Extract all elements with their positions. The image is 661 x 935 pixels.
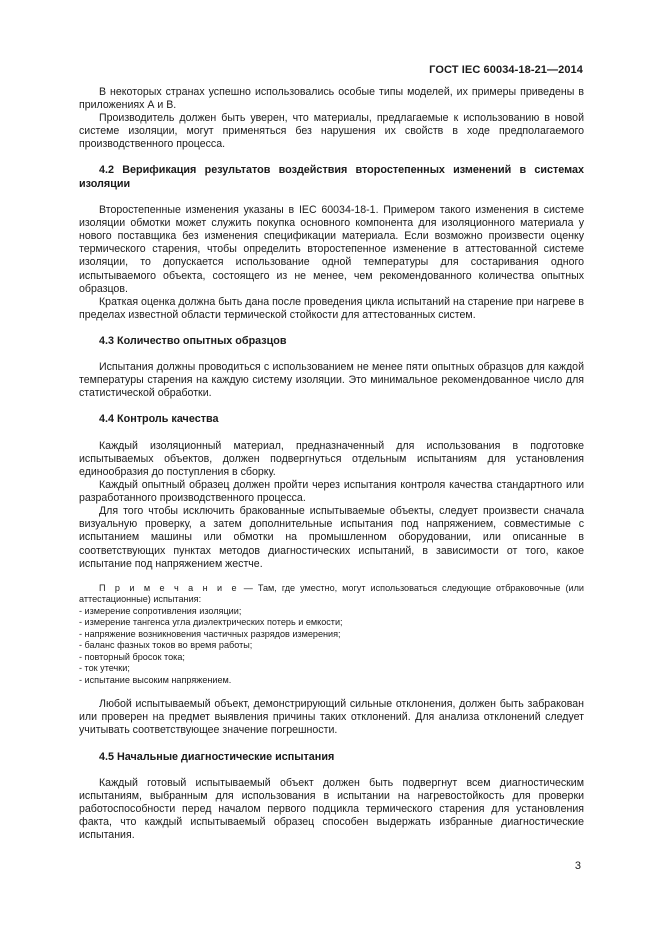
section-4-4-paragraph-2: Каждый опытный образец должен пройти через испытания контроля качества стандартного или разработанного производственного процесса. xyxy=(79,479,584,505)
section-4-5-paragraph-1: Каждый готовый испытываемый объект должен быть подвергнут всем диагностическим испытаниям, выбранным для использования в испытании на нагревостойкость для проверки работоспособности перед началом первого подцикла термического старения для установления факта, что каждый испытываемый образец способен выдержать избранные диагностические испытания. xyxy=(79,776,584,842)
page-number: 3 xyxy=(574,860,581,872)
section-4-4-paragraph-3: Для того чтобы исключить бракованные испытываемые объекты, следует произвести сначала визуальную проверку, а затем дополнительные испытания под напряжением, совместимые с испытанием машины или обмотки на промышленном оборудовании, или описанные в соответствующих пунктах методов диагностических испытаний, в зависимости от того, какое испытание под напряжением жестче. xyxy=(79,505,584,570)
note-list-item: - напряжение возникновения частичных разрядов измерения; xyxy=(79,628,341,639)
note-block xyxy=(79,583,584,687)
note-list xyxy=(79,606,584,687)
note-intro xyxy=(79,583,584,606)
note-list-item: - испытание высоким напряжением. xyxy=(79,674,232,685)
section-4-2-heading: 4.2 Верификация результатов воздействия второстепенных изменений в системах изоляции xyxy=(79,164,584,190)
intro-paragraph-2: Производитель должен быть уверен, что материалы, предлагаемые к использованию в новой системе изоляции, могут применяться без нарушения их свойств в ходе предполагаемого производственного процесса. xyxy=(79,112,584,151)
note-text: — Там, где уместно, могут использоваться следующие отбраковочные (или аттестационные) испытания: xyxy=(79,582,584,605)
note-list-item: - ток утечки; xyxy=(79,663,130,674)
note-list-item: - измерение сопротивления изоляции; xyxy=(79,605,242,616)
section-4-3-heading: 4.3 Количество опытных образцов xyxy=(99,334,287,347)
note-list-item: - повторный бросок тока; xyxy=(79,651,185,662)
section-4-4-paragraph-1: Каждый изоляционный материал, предназначенный для использования в подготовке испытываемых объектов, должен подвергнуться отдельным испытаниям для установления единообразия до поступления в сборку. xyxy=(79,439,584,478)
section-4-2-paragraph-1: Второстепенные изменения указаны в IEC 60034-18-1. Примером такого изменения в системе изоляции обмотки может служить покупка основного компонента для изоляционного материала у нового поставщика без изменения спецификации материала. Если возможно произвести оценку термического старения, чтобы определить второстепенное изменение в аттестованной системе изоляции, то допускается использование одной температуры для состаривания одного испытываемого объекта, состоящего из не менее, чем рекомендованного количества опытных образцов. xyxy=(79,204,584,295)
document-body xyxy=(79,86,584,842)
note-list-item: - баланс фазных токов во время работы; xyxy=(79,640,253,651)
section-4-3-paragraph-1: Испытания должны проводиться с использованием не менее пяти опытных образцов для каждой температуры старения на каждую систему изоляции. Это минимальное рекомендованное число для статистической обработки. xyxy=(79,361,584,400)
section-4-2-paragraph-2: Краткая оценка должна быть дана после проведения цикла испытаний на старение при нагреве в пределах известной области термической стойкости для аттестованных систем. xyxy=(79,295,584,321)
note-list-item: - измерение тангенса угла диэлектрических потерь и емкости; xyxy=(79,617,343,628)
section-4-5-heading: 4.5 Начальные диагностические испытания xyxy=(99,750,335,763)
document-id-header: ГОСТ IEC 60034-18-21—2014 xyxy=(429,64,583,76)
intro-paragraph-1: В некоторых странах успешно использовались особые типы моделей, их примеры приведены в приложениях А и В. xyxy=(79,86,584,112)
note-label: П р и м е ч а н и е xyxy=(99,582,239,593)
section-4-4-paragraph-4: Любой испытываемый объект, демонстрирующий сильные отклонения, должен быть забракован или проверен на предмет выявления причины таких отклонений. Для анализа отклонений следует учитывать соответствующее значение погрешности. xyxy=(79,698,584,737)
section-4-4-heading: 4.4 Контроль качества xyxy=(99,413,219,426)
